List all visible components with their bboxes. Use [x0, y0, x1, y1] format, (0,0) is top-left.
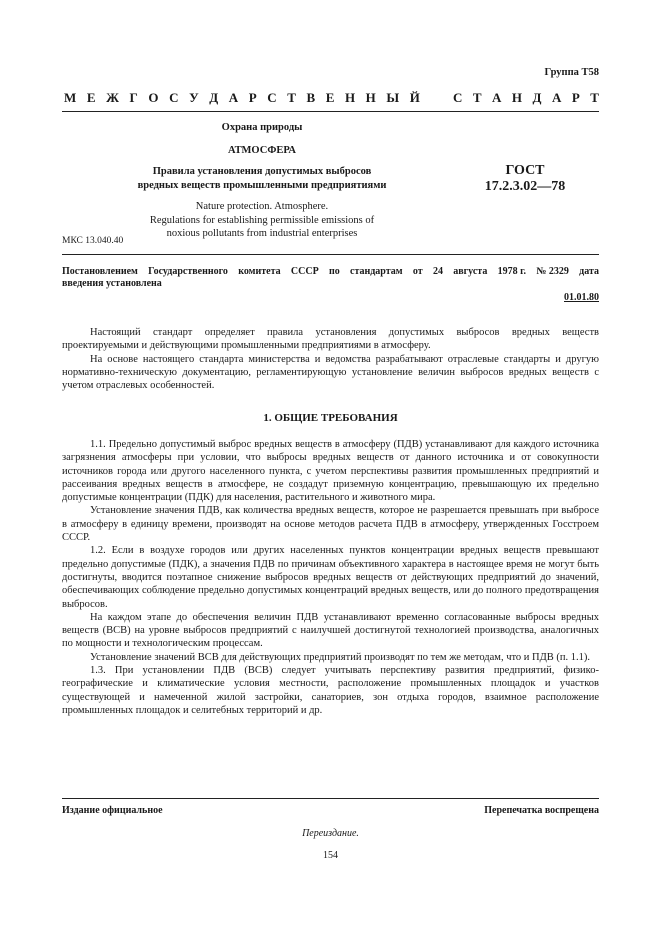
introduction-date: 01.01.80 — [564, 292, 599, 303]
decree-word: СССР — [290, 266, 319, 277]
banner-letter: Н — [344, 90, 356, 105]
banner-letter: С — [169, 90, 179, 105]
banner-letter: Н — [511, 90, 523, 105]
title-line-4: вредных веществ промышленными предприятиями — [137, 180, 387, 191]
gost-designation — [470, 163, 580, 195]
intro-paragraph-1: Настоящий стандарт определяет правила установления допустимых выбросов вредных веществ проектируемыми и действующими промышленными предприятиями в атмосферу. — [62, 327, 599, 352]
banner-letter: А — [228, 90, 239, 105]
banner-letter: Н — [365, 90, 376, 105]
group-code: Группа Т58 — [544, 67, 599, 78]
banner-letter: У — [189, 90, 199, 105]
banner-letter: М — [64, 90, 77, 105]
banner-letter: Т — [472, 90, 482, 105]
banner-letter: С — [453, 90, 463, 105]
banner-letter: Т — [590, 90, 599, 105]
title-line-1: Охрана природы — [221, 122, 303, 133]
decree-word: 1978 г. — [497, 266, 527, 277]
paragraph-1-3: 1.3. При установлении ПДВ (ВСВ) следует учитывать перспективу развития предприятий, физико-географические и климатические условия местности, расположение промышленных площадок и участков существующей и намеченной жилой застройки, санаториев, зон отдыха городов, взаимное расположение промышленных площадок и селитебных территорий и др. — [62, 665, 599, 716]
banner-letter: С — [267, 90, 277, 105]
footer-rule — [62, 798, 599, 799]
banner-letter: О — [148, 90, 159, 105]
gost-label: ГОСТ — [505, 163, 545, 178]
general-requirements-section — [62, 438, 599, 717]
banner-letter: Е — [86, 90, 96, 105]
english-title — [62, 200, 462, 241]
banner-letter: Д — [532, 90, 542, 105]
english-line-2: Regulations for establishing permissible emissions of — [149, 214, 375, 226]
banner-letter: В — [306, 90, 316, 105]
decree-line-2: введения установлена — [62, 278, 162, 289]
decree-word: от — [412, 266, 423, 277]
banner-letter: А — [551, 90, 562, 105]
decree-word: № 2329 — [536, 266, 569, 277]
title-rule — [62, 254, 599, 255]
paragraph-1-1-cont: Установление значения ПДВ, как количества вредных веществ, которое не разрешается превышать при выбросе в атмосферу в единицу времени, производят на основе методов расчета ПДВ в атмосферу, утвержденных Госстроем СССР. — [62, 505, 599, 544]
page-number: 154 — [323, 850, 338, 861]
intro-section — [62, 326, 599, 392]
section-heading: 1. ОБЩИЕ ТРЕБОВАНИЯ — [263, 412, 398, 424]
decree-word: комитета — [238, 266, 281, 277]
decree-line-1 — [62, 266, 599, 278]
banner-letter: Т — [287, 90, 296, 105]
decree-word: дата — [579, 266, 599, 277]
title-line-3: Правила установления допустимых выбросов — [152, 166, 372, 177]
gost-number: 17.2.3.02—78 — [484, 179, 566, 194]
decree-word: августа — [453, 266, 488, 277]
english-line-3: noxious pollutants from industrial enterprises — [166, 228, 358, 239]
banner-letter: Й — [409, 90, 420, 105]
decree-word: Постановлением — [62, 266, 138, 277]
standard-banner — [64, 90, 599, 106]
paragraph-1-2: 1.2. Если в воздухе городов или других населенных пунктов концентрации вредных веществ превышают предельно допустимые (ПДК), а значения ПДВ по причинам объективного характера в настоящее время не могут быть достигнуты, вводится поэтапное снижение выбросов вредных веществ от действующих предприятий до значений, обеспечивающих соблюдение предельно допустимых концентраций вредных веществ, или до полного предотвращения выбросов. — [62, 545, 599, 610]
paragraph-1-2-cont: На каждом этапе до обеспечения величин ПДВ устанавливают временно согласованные выбросы вредных веществ (ВСВ) на уровне выбросов предприятий с наилучшей достигнутой технологией производства, аналогичных по мощности и технологическим процессам. — [62, 611, 599, 650]
reprint-prohibited-label: Перепечатка воспрещена — [484, 805, 599, 816]
decree-word: по — [328, 266, 340, 277]
banner-letter: Е — [325, 90, 335, 105]
banner-letter: Р — [571, 90, 580, 105]
banner-word-standard — [453, 90, 599, 106]
english-line-1: Nature protection. Atmosphere. — [195, 201, 329, 212]
decree-word: Государственного — [148, 266, 228, 277]
mks-code: МКС 13.040.40 — [62, 236, 124, 246]
header-rule — [62, 111, 599, 112]
paragraph-1-1: 1.1. Предельно допустимый выброс вредных веществ в атмосферу (ПДВ) устанавливают для каждого источника загрязнения атмосферы при условии, что выбросы вредных веществ от данного источника и от совокупности источников города или другого населенного пункта, с учетом перспективы развития промышленных предприятий и рассеивания вредных веществ в атмосфере, не создадут приземную концентрацию, превышающую их предельно допустимые концентрации (ПДК) для населения, растительного и животного мира. — [62, 439, 599, 504]
banner-letter: Ы — [386, 90, 400, 105]
banner-letter: Д — [209, 90, 219, 105]
decree-block — [62, 266, 599, 290]
title-line-2: АТМОСФЕРА — [228, 145, 296, 156]
banner-word-interstate — [64, 90, 420, 106]
banner-letter: Р — [248, 90, 257, 105]
reprint-note: Переиздание. — [302, 828, 359, 839]
intro-paragraph-2: На основе настоящего стандарта министерства и ведомства разрабатывают отраслевые стандарты и другую нормативно-техническую документацию, регламентирующую установление величин выбросов вредных веществ с учетом отраслевых особенностей. — [62, 353, 599, 392]
official-edition-label: Издание официальное — [62, 805, 163, 816]
banner-letter: Ж — [106, 90, 119, 105]
decree-word: 24 — [432, 266, 443, 277]
decree-word: стандартам — [350, 266, 403, 277]
banner-letter: Г — [129, 90, 138, 105]
banner-letter: А — [492, 90, 502, 105]
paragraph-1-2-vsv: Установление значений ВСВ для действующих предприятий производят по тем же методам, что и ПДВ (п. 1.1). — [90, 651, 591, 663]
